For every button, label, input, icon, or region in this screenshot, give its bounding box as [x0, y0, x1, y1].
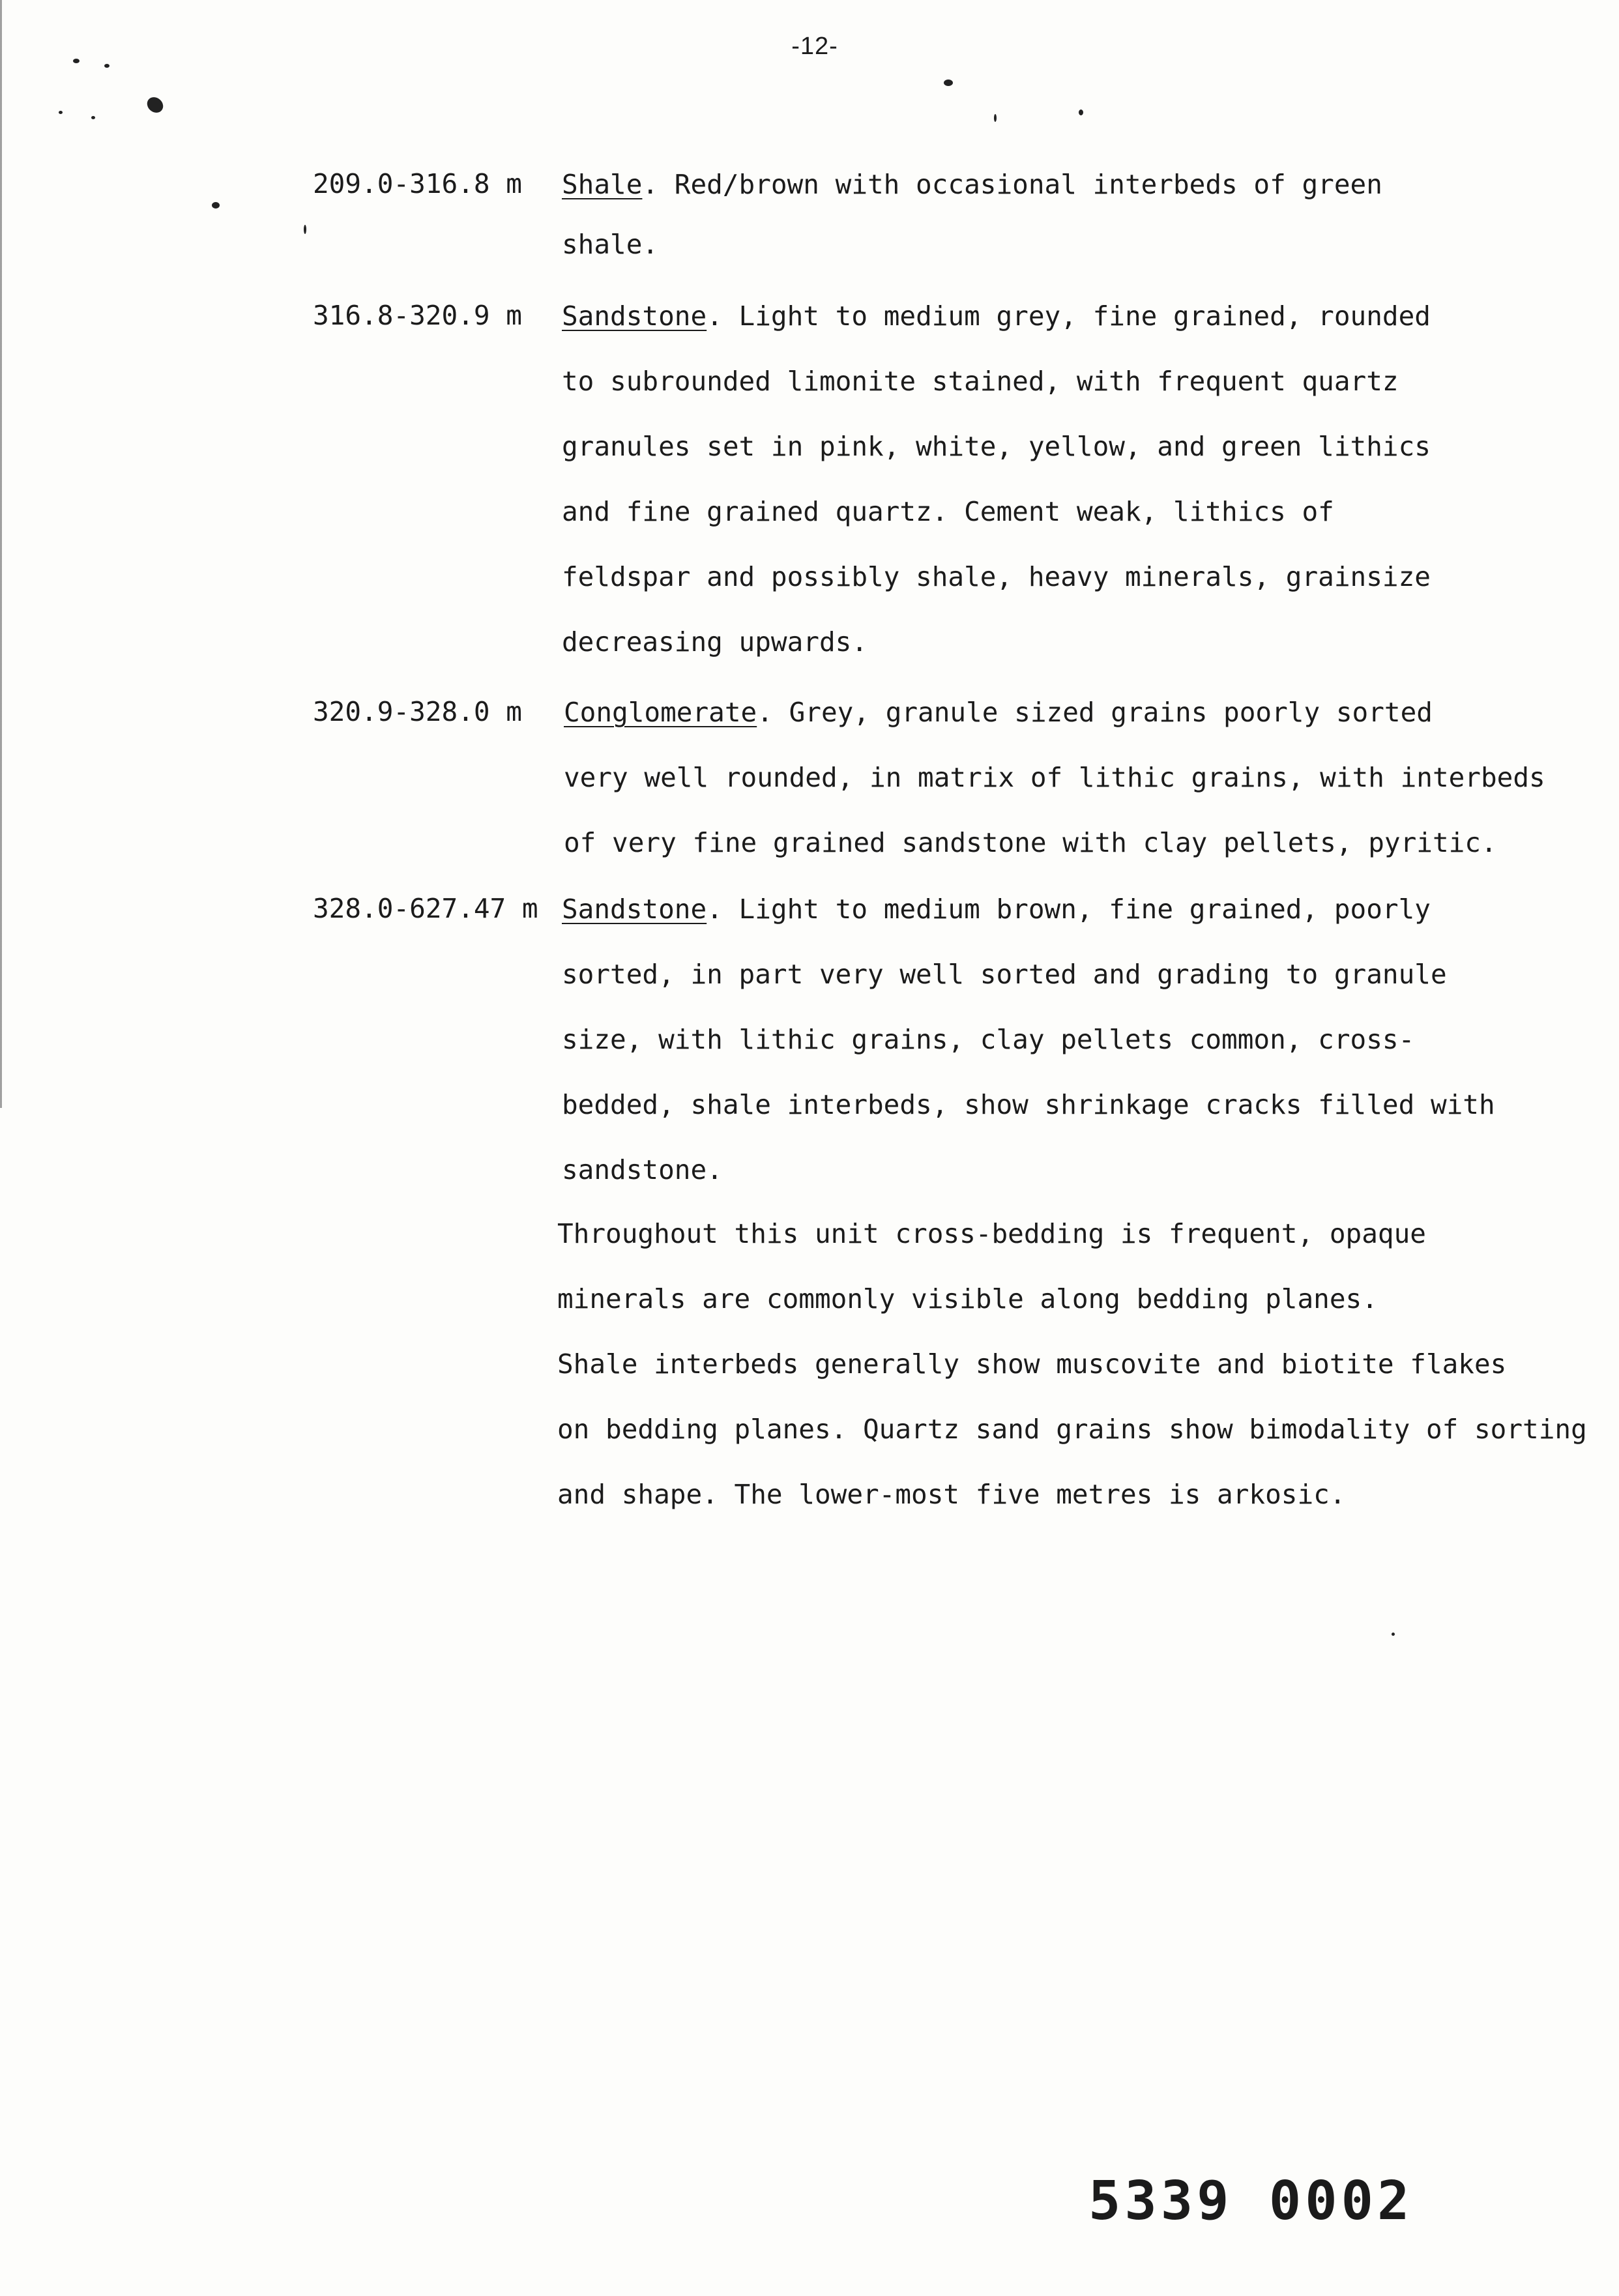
scan-speck	[1392, 1633, 1395, 1636]
scan-speck	[944, 80, 953, 86]
description-line: feldspar and possibly shale, heavy minerals, grainsize	[562, 561, 1431, 592]
depth-interval: 320.9-328.0 m	[313, 696, 522, 727]
document-id-stamp: 5339 0002	[1088, 2170, 1414, 2232]
description-line: to subrounded limonite stained, with frequent quartz	[562, 366, 1399, 397]
description-text: . Light to medium grey, fine grained, rounded	[707, 300, 1431, 332]
description-text: . Light to medium brown, fine grained, poorly	[707, 894, 1431, 925]
entry-description	[562, 168, 1598, 293]
notes-line: minerals are commonly visible along bedding planes.	[557, 1283, 1378, 1315]
depth-interval: 328.0-627.47 m	[313, 893, 538, 924]
page-number: -12-	[791, 33, 838, 60]
notes-line: Throughout this unit cross-bedding is frequent, opaque	[557, 1218, 1426, 1249]
scan-speck	[304, 225, 306, 234]
scan-speck	[73, 59, 80, 63]
rock-type: Conglomerate	[564, 697, 757, 728]
depth-interval: 209.0-316.8 m	[313, 168, 522, 199]
description-line: of very fine grained sandstone with clay pellets, pyritic.	[564, 827, 1497, 858]
scan-speck	[59, 111, 63, 114]
rock-type: Sandstone	[562, 300, 707, 332]
rock-type: Sandstone	[562, 894, 707, 925]
notes-line: on bedding planes. Quartz sand grains show bimodality of sorting	[557, 1414, 1587, 1445]
entry-description	[562, 300, 1598, 691]
description-line: and fine grained quartz. Cement weak, lithics of	[562, 496, 1334, 527]
description-text: . Red/brown with occasional interbeds of green	[642, 169, 1382, 200]
description-line: sorted, in part very well sorted and grading to granule	[562, 959, 1447, 990]
entry-description	[562, 893, 1598, 1219]
entry-description	[564, 696, 1600, 892]
description-line: granules set in pink, white, yellow, and green lithics	[562, 431, 1431, 462]
description-line: decreasing upwards.	[562, 626, 868, 658]
description-line: very well rounded, in matrix of lithic grains, with interbeds	[564, 762, 1545, 793]
description-line: shale.	[562, 229, 659, 260]
description-line: size, with lithic grains, clay pellets common, cross-	[562, 1024, 1415, 1055]
description-text: . Grey, granule sized grains poorly sorted	[757, 697, 1433, 728]
description-line	[564, 696, 1600, 761]
description-line: sandstone.	[562, 1154, 723, 1185]
scan-speck	[104, 64, 109, 68]
description-line	[562, 893, 1598, 958]
notes-line: and shape. The lower-most five metres is arkosic.	[557, 1479, 1346, 1510]
scan-speck	[91, 116, 95, 119]
scan-edge-line	[0, 0, 4, 1108]
rock-type: Shale	[562, 169, 643, 200]
description-line: bedded, shale interbeds, show shrinkage cracks filled with	[562, 1089, 1495, 1120]
scan-speck	[212, 202, 220, 209]
scan-speck	[144, 94, 166, 116]
notes-paragraph	[557, 1217, 1600, 1543]
description-line	[562, 168, 1598, 233]
scan-speck	[994, 114, 997, 122]
description-line	[562, 300, 1598, 365]
scan-speck	[1079, 109, 1083, 115]
notes-line: Shale interbeds generally show muscovite and biotite flakes	[557, 1348, 1507, 1380]
depth-interval: 316.8-320.9 m	[313, 300, 522, 331]
